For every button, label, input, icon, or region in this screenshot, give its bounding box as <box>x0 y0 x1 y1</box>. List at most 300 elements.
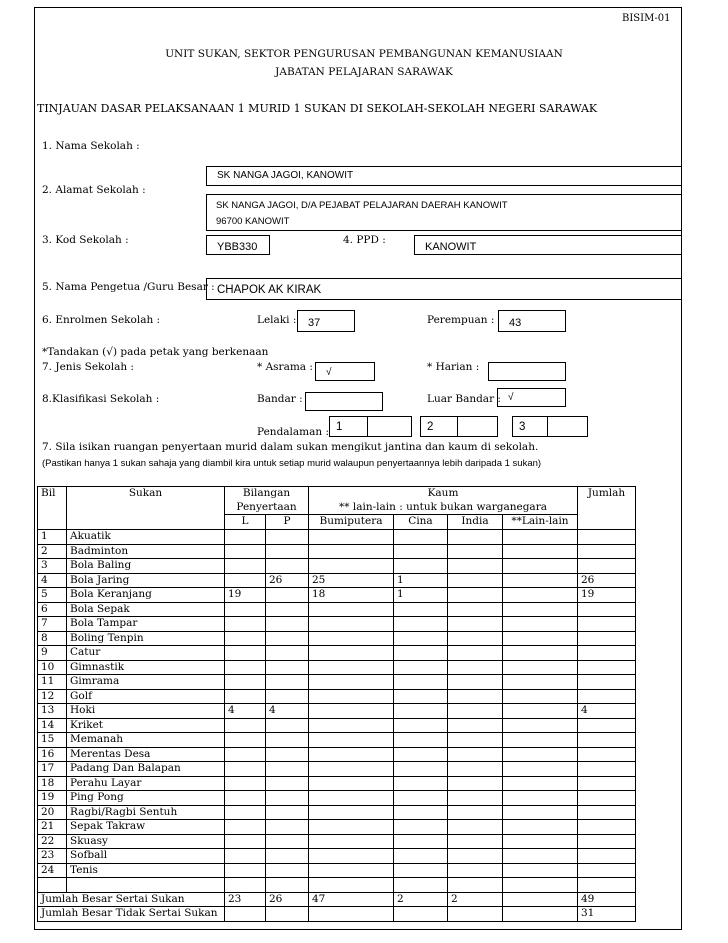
cell-sukan: Bola Baling <box>67 559 225 574</box>
cell-lain-lain[interactable] <box>503 733 578 748</box>
cell-bumiputera[interactable]: 18 <box>309 588 394 603</box>
cell-sukan: Bola Jaring <box>67 573 225 588</box>
cell-bumiputera[interactable] <box>309 820 394 835</box>
cell-p[interactable] <box>266 820 309 835</box>
cell-jumlah[interactable] <box>578 776 636 791</box>
cell-lain-lain[interactable] <box>503 530 578 545</box>
cell-p[interactable] <box>266 617 309 632</box>
table-row <box>38 689 636 704</box>
cell-lain-lain[interactable] <box>503 820 578 835</box>
cell-l[interactable] <box>225 660 266 675</box>
cell-cina[interactable] <box>394 602 448 617</box>
cell-cina[interactable]: 1 <box>394 588 448 603</box>
cell-p[interactable]: 4 <box>266 704 309 719</box>
cell-lain-lain[interactable] <box>503 631 578 646</box>
table-row <box>38 747 636 762</box>
cell-india[interactable] <box>448 762 503 777</box>
cell-india[interactable] <box>448 544 503 559</box>
cell-l[interactable] <box>225 631 266 646</box>
cell-jumlah[interactable] <box>578 863 636 878</box>
cell-l[interactable] <box>225 675 266 690</box>
cell-empty <box>578 878 636 893</box>
cell-p[interactable] <box>266 747 309 762</box>
cell-india[interactable] <box>448 631 503 646</box>
cell-jumlah[interactable] <box>578 762 636 777</box>
cell-jumlah[interactable] <box>578 747 636 762</box>
cell-p[interactable] <box>266 631 309 646</box>
total-bumiputera[interactable]: 47 <box>309 892 394 907</box>
cell-jumlah[interactable] <box>578 559 636 574</box>
klasifikasi-label: 8.Klasifikasi Sekolah : <box>42 393 160 405</box>
table-row <box>38 805 636 820</box>
cell-lain-lain[interactable] <box>503 689 578 704</box>
cell-bil: 18 <box>38 776 67 791</box>
header-lain-lain: **Lain-lain <box>503 515 578 530</box>
pendalaman-option-1[interactable]: 1 <box>329 416 368 437</box>
cell-bil: 23 <box>38 849 67 864</box>
asrama-checkbox[interactable]: √ <box>315 362 375 381</box>
cell-india[interactable] <box>448 834 503 849</box>
cell-jumlah[interactable]: 26 <box>578 573 636 588</box>
pengetua-field[interactable]: CHAPOK AK KIRAK <box>206 278 682 300</box>
cell-empty <box>38 878 67 893</box>
cell-p[interactable] <box>266 559 309 574</box>
cell-lain-lain[interactable] <box>503 776 578 791</box>
cell-bumiputera[interactable] <box>309 762 394 777</box>
cell-bumiputera[interactable] <box>309 834 394 849</box>
cell-cina[interactable] <box>394 559 448 574</box>
cell-l[interactable] <box>225 530 266 545</box>
cell-empty <box>503 907 578 922</box>
table-row <box>38 675 636 690</box>
cell-l[interactable] <box>225 863 266 878</box>
bandar-checkbox[interactable] <box>305 392 383 411</box>
header-bilangan: Bilangan <box>225 487 309 501</box>
cell-cina[interactable] <box>394 733 448 748</box>
cell-sukan: Kriket <box>67 718 225 733</box>
cell-india[interactable] <box>448 559 503 574</box>
cell-india[interactable] <box>448 675 503 690</box>
cell-cina[interactable] <box>394 863 448 878</box>
cell-lain-lain[interactable] <box>503 704 578 719</box>
cell-sukan: Ragbi/Ragbi Sentuh <box>67 805 225 820</box>
table-row <box>38 559 636 574</box>
cell-sukan: Hoki <box>67 704 225 719</box>
cell-l[interactable]: 19 <box>225 588 266 603</box>
cell-p[interactable] <box>266 762 309 777</box>
cell-cina[interactable] <box>394 646 448 661</box>
nama-sekolah-field[interactable]: SK NANGA JAGOI, KANOWIT <box>206 166 682 186</box>
cell-empty <box>225 878 266 893</box>
cell-bil: 13 <box>38 704 67 719</box>
cell-empty <box>394 907 448 922</box>
cell-sukan: Sepak Takraw <box>67 820 225 835</box>
cell-sukan: Memanah <box>67 733 225 748</box>
total-sertai-row <box>38 892 636 907</box>
cell-jumlah[interactable] <box>578 689 636 704</box>
cell-india[interactable] <box>448 704 503 719</box>
harian-checkbox[interactable] <box>488 362 566 381</box>
cell-lain-lain[interactable] <box>503 544 578 559</box>
cell-sukan: Golf <box>67 689 225 704</box>
header-jumlah: Jumlah <box>578 487 636 530</box>
cell-cina[interactable]: 1 <box>394 573 448 588</box>
lelaki-label: Lelaki : <box>257 314 297 326</box>
cell-cina[interactable] <box>394 820 448 835</box>
cell-lain-lain[interactable] <box>503 646 578 661</box>
cell-india[interactable] <box>448 573 503 588</box>
cell-bumiputera[interactable] <box>309 631 394 646</box>
cell-empty <box>309 907 394 922</box>
cell-jumlah[interactable] <box>578 544 636 559</box>
table-row <box>38 588 636 603</box>
table-row <box>38 646 636 661</box>
cell-jumlah[interactable] <box>578 834 636 849</box>
table-header-row <box>38 487 636 501</box>
ppd-field[interactable]: KANOWIT <box>414 235 682 255</box>
total-tidak-sertai-row <box>38 907 636 922</box>
cell-p[interactable] <box>266 834 309 849</box>
cell-l[interactable]: 4 <box>225 704 266 719</box>
cell-cina[interactable] <box>394 704 448 719</box>
cell-cina[interactable] <box>394 805 448 820</box>
cell-sukan: Gimrama <box>67 675 225 690</box>
cell-cina[interactable] <box>394 660 448 675</box>
cell-l[interactable] <box>225 776 266 791</box>
cell-p[interactable] <box>266 588 309 603</box>
table-row <box>38 617 636 632</box>
cell-bumiputera[interactable] <box>309 689 394 704</box>
cell-lain-lain[interactable] <box>503 791 578 806</box>
cell-bil: 11 <box>38 675 67 690</box>
cell-bil: 21 <box>38 820 67 835</box>
cell-cina[interactable] <box>394 834 448 849</box>
cell-jumlah[interactable] <box>578 617 636 632</box>
cell-cina[interactable] <box>394 849 448 864</box>
cell-bumiputera[interactable] <box>309 559 394 574</box>
alamat-sekolah-label: 2. Alamat Sekolah : <box>42 184 146 196</box>
cell-empty <box>448 878 503 893</box>
cell-l[interactable] <box>225 849 266 864</box>
cell-cina[interactable] <box>394 776 448 791</box>
cell-bumiputera[interactable] <box>309 660 394 675</box>
table-row <box>38 602 636 617</box>
cell-lain-lain[interactable] <box>503 805 578 820</box>
table-spacer-row <box>38 878 636 893</box>
cell-cina[interactable] <box>394 675 448 690</box>
cell-bil: 10 <box>38 660 67 675</box>
cell-sukan: Bola Tampar <box>67 617 225 632</box>
cell-lain-lain[interactable] <box>503 863 578 878</box>
cell-l[interactable] <box>225 718 266 733</box>
cell-sukan: Sofball <box>67 849 225 864</box>
cell-india[interactable] <box>448 646 503 661</box>
cell-jumlah[interactable] <box>578 530 636 545</box>
tandakan-note: *Tandakan (√) pada petak yang berkenaan <box>42 346 269 358</box>
cell-bumiputera[interactable] <box>309 675 394 690</box>
table-row <box>38 631 636 646</box>
cell-l[interactable] <box>225 834 266 849</box>
cell-empty <box>309 878 394 893</box>
cell-india[interactable] <box>448 617 503 632</box>
cell-lain-lain[interactable] <box>503 747 578 762</box>
cell-p[interactable] <box>266 646 309 661</box>
cell-india[interactable] <box>448 791 503 806</box>
cell-sukan: Boling Tenpin <box>67 631 225 646</box>
cell-jumlah[interactable] <box>578 733 636 748</box>
cell-india[interactable] <box>448 820 503 835</box>
cell-sukan: Badminton <box>67 544 225 559</box>
cell-p[interactable] <box>266 689 309 704</box>
table-row <box>38 704 636 719</box>
kod-sekolah-field[interactable]: YBB330 <box>206 235 270 255</box>
cell-l[interactable] <box>225 762 266 777</box>
cell-p[interactable]: 26 <box>266 573 309 588</box>
q7-instruction: 7. Sila isikan ruangan penyertaan murid dalam sukan mengikut jantina dan kaum di sekolah. <box>42 441 539 453</box>
cell-empty <box>266 907 309 922</box>
cell-p[interactable] <box>266 791 309 806</box>
cell-l[interactable] <box>225 791 266 806</box>
total-label: Jumlah Besar Sertai Sukan <box>38 892 225 907</box>
cell-l[interactable] <box>225 617 266 632</box>
perempuan-field[interactable]: 43 <box>498 310 566 332</box>
cell-l[interactable] <box>225 689 266 704</box>
table-row <box>38 733 636 748</box>
cell-india[interactable] <box>448 733 503 748</box>
pendalaman-box-2[interactable] <box>457 416 498 437</box>
total-tidak-sertai-label: Jumlah Besar Tidak Sertai Sukan <box>38 907 225 922</box>
cell-p[interactable] <box>266 530 309 545</box>
cell-jumlah[interactable] <box>578 820 636 835</box>
cell-sukan: Bola Sepak <box>67 602 225 617</box>
table-row <box>38 820 636 835</box>
asrama-label: * Asrama : <box>257 361 313 373</box>
header-p: P <box>266 515 309 530</box>
cell-p[interactable] <box>266 544 309 559</box>
cell-india[interactable] <box>448 805 503 820</box>
total-p[interactable]: 26 <box>266 892 309 907</box>
cell-sukan: Padang Dan Balapan <box>67 762 225 777</box>
cell-jumlah[interactable]: 4 <box>578 704 636 719</box>
table-row <box>38 573 636 588</box>
cell-lain-lain[interactable] <box>503 617 578 632</box>
cell-lain-lain[interactable] <box>503 573 578 588</box>
header-l: L <box>225 515 266 530</box>
cell-cina[interactable] <box>394 544 448 559</box>
cell-l[interactable] <box>225 733 266 748</box>
cell-bumiputera[interactable]: 25 <box>309 573 394 588</box>
cell-bumiputera[interactable] <box>309 747 394 762</box>
cell-l[interactable] <box>225 805 266 820</box>
cell-bumiputera[interactable] <box>309 544 394 559</box>
header-bil: Bil <box>38 487 67 530</box>
table-row <box>38 776 636 791</box>
cell-bil: 15 <box>38 733 67 748</box>
total-india[interactable]: 2 <box>448 892 503 907</box>
cell-jumlah[interactable] <box>578 631 636 646</box>
cell-bumiputera[interactable] <box>309 602 394 617</box>
cell-lain-lain[interactable] <box>503 588 578 603</box>
cell-jumlah[interactable] <box>578 660 636 675</box>
cell-bil: 4 <box>38 573 67 588</box>
cell-bumiputera[interactable] <box>309 805 394 820</box>
harian-label: * Harian : <box>427 361 480 373</box>
cell-jumlah[interactable] <box>578 805 636 820</box>
cell-bumiputera[interactable] <box>309 718 394 733</box>
total-jumlah[interactable]: 49 <box>578 892 636 907</box>
pendalaman-option-3[interactable]: 3 <box>512 416 548 437</box>
cell-lain-lain[interactable] <box>503 762 578 777</box>
cell-p[interactable] <box>266 718 309 733</box>
cell-india[interactable] <box>448 530 503 545</box>
cell-lain-lain[interactable] <box>503 849 578 864</box>
cell-l[interactable] <box>225 559 266 574</box>
doc-code: BISIM-01 <box>622 13 671 24</box>
cell-bil: 3 <box>38 559 67 574</box>
cell-p[interactable] <box>266 675 309 690</box>
cell-india[interactable] <box>448 588 503 603</box>
cell-jumlah[interactable] <box>578 602 636 617</box>
cell-cina[interactable] <box>394 689 448 704</box>
cell-india[interactable] <box>448 776 503 791</box>
table-row <box>38 762 636 777</box>
cell-bumiputera[interactable] <box>309 646 394 661</box>
cell-cina[interactable] <box>394 530 448 545</box>
cell-india[interactable] <box>448 863 503 878</box>
cell-p[interactable] <box>266 805 309 820</box>
cell-india[interactable] <box>448 718 503 733</box>
header-penyertaan: Penyertaan <box>225 501 309 515</box>
pendalaman-box-3[interactable] <box>547 416 588 437</box>
cell-sukan: Bola Keranjang <box>67 588 225 603</box>
cell-bil: 19 <box>38 791 67 806</box>
total-cina[interactable]: 2 <box>394 892 448 907</box>
pendalaman-label: Pendalaman : <box>257 426 330 438</box>
cell-india[interactable] <box>448 689 503 704</box>
header-line1: UNIT SUKAN, SEKTOR PENGURUSAN PEMBANGUNAN KEMANUSIAAN <box>165 48 563 60</box>
cell-lain-lain[interactable] <box>503 675 578 690</box>
cell-bumiputera[interactable] <box>309 530 394 545</box>
cell-l[interactable] <box>225 544 266 559</box>
cell-jumlah[interactable] <box>578 646 636 661</box>
cell-lain-lain[interactable] <box>503 559 578 574</box>
cell-empty <box>503 878 578 893</box>
cell-lain-lain[interactable] <box>503 834 578 849</box>
total-lain-lain[interactable] <box>503 892 578 907</box>
cell-p[interactable] <box>266 776 309 791</box>
cell-india[interactable] <box>448 602 503 617</box>
cell-p[interactable] <box>266 660 309 675</box>
table-row <box>38 863 636 878</box>
table-row <box>38 530 636 545</box>
cell-bil: 1 <box>38 530 67 545</box>
cell-sukan: Gimnastik <box>67 660 225 675</box>
cell-sukan: Merentas Desa <box>67 747 225 762</box>
jenis-sekolah-label: 7. Jenis Sekolah : <box>42 361 134 373</box>
cell-bumiputera[interactable] <box>309 733 394 748</box>
cell-p[interactable] <box>266 863 309 878</box>
cell-lain-lain[interactable] <box>503 602 578 617</box>
cell-cina[interactable] <box>394 631 448 646</box>
cell-bil: 6 <box>38 602 67 617</box>
cell-bil: 24 <box>38 863 67 878</box>
cell-bil: 12 <box>38 689 67 704</box>
cell-india[interactable] <box>448 747 503 762</box>
cell-bumiputera[interactable] <box>309 704 394 719</box>
cell-bil: 20 <box>38 805 67 820</box>
kod-sekolah-label: 3. Kod Sekolah : <box>42 234 129 246</box>
cell-empty <box>394 878 448 893</box>
cell-empty <box>448 907 503 922</box>
cell-bil: 22 <box>38 834 67 849</box>
cell-l[interactable] <box>225 602 266 617</box>
cell-p[interactable] <box>266 602 309 617</box>
table-row <box>38 791 636 806</box>
cell-jumlah[interactable] <box>578 791 636 806</box>
cell-jumlah[interactable]: 19 <box>578 588 636 603</box>
cell-p[interactable] <box>266 849 309 864</box>
header-kaum-note: ** lain-lain : untuk bukan warganegara <box>309 501 578 515</box>
cell-bumiputera[interactable] <box>309 863 394 878</box>
cell-bumiputera[interactable] <box>309 776 394 791</box>
cell-l[interactable] <box>225 820 266 835</box>
cell-jumlah[interactable] <box>578 675 636 690</box>
header-bumiputera: Bumiputera <box>309 515 394 530</box>
cell-lain-lain[interactable] <box>503 660 578 675</box>
pendalaman-box-1[interactable] <box>367 416 412 437</box>
cell-india[interactable] <box>448 849 503 864</box>
cell-lain-lain[interactable] <box>503 718 578 733</box>
q7-note: (Pastikan hanya 1 sukan sahaja yang diambil kira untuk setiap murid walaupun penyertaannya lebih daripada 1 sukan) <box>42 458 542 469</box>
cell-p[interactable] <box>266 733 309 748</box>
cell-empty <box>225 907 266 922</box>
cell-bil: 7 <box>38 617 67 632</box>
cell-bumiputera[interactable] <box>309 617 394 632</box>
lelaki-field[interactable]: 37 <box>297 310 355 332</box>
cell-cina[interactable] <box>394 791 448 806</box>
cell-cina[interactable] <box>394 718 448 733</box>
alamat-line2: 96700 KANOWIT <box>216 216 290 227</box>
cell-l[interactable] <box>225 573 266 588</box>
cell-sukan: Perahu Layar <box>67 776 225 791</box>
cell-cina[interactable] <box>394 617 448 632</box>
cell-sukan: Skuasy <box>67 834 225 849</box>
cell-sukan: Ping Pong <box>67 791 225 806</box>
cell-l[interactable] <box>225 747 266 762</box>
header-india: India <box>448 515 503 530</box>
sukan-table <box>37 486 636 922</box>
cell-bumiputera[interactable] <box>309 849 394 864</box>
total-tidak-sertai-value[interactable]: 31 <box>578 907 636 922</box>
cell-cina[interactable] <box>394 747 448 762</box>
cell-cina[interactable] <box>394 762 448 777</box>
pendalaman-option-2[interactable]: 2 <box>420 416 458 437</box>
cell-sukan: Akuatik <box>67 530 225 545</box>
cell-bil: 9 <box>38 646 67 661</box>
header-kaum: Kaum <box>309 487 578 501</box>
header-cina: Cina <box>394 515 448 530</box>
cell-l[interactable] <box>225 646 266 661</box>
cell-jumlah[interactable] <box>578 718 636 733</box>
ppd-label: 4. PPD : <box>343 234 386 246</box>
total-l[interactable]: 23 <box>225 892 266 907</box>
cell-jumlah[interactable] <box>578 849 636 864</box>
luar-bandar-checkbox[interactable]: √ <box>497 388 566 407</box>
cell-india[interactable] <box>448 660 503 675</box>
cell-bumiputera[interactable] <box>309 791 394 806</box>
cell-empty <box>67 878 225 893</box>
cell-bil: 14 <box>38 718 67 733</box>
